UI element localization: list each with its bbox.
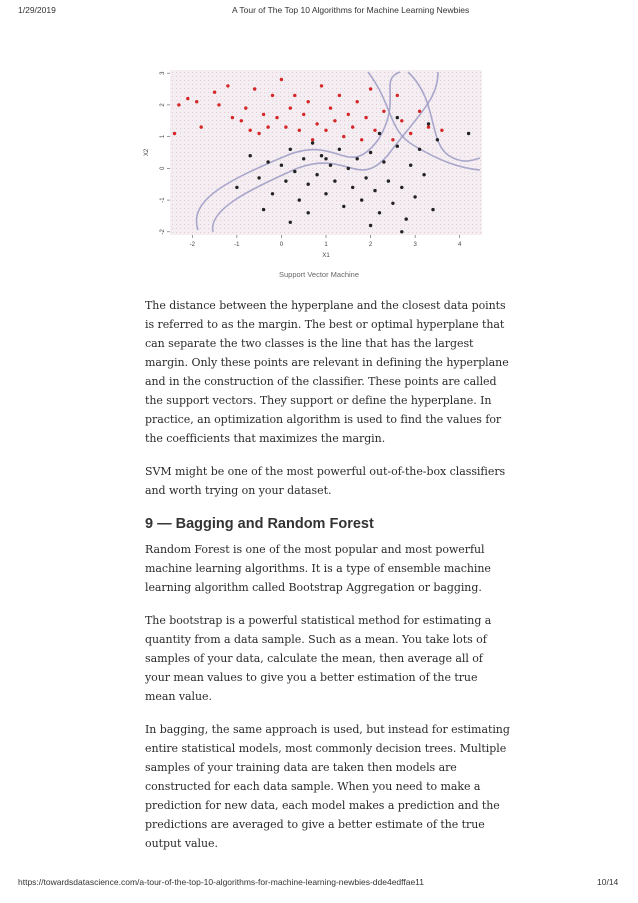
red-point — [217, 103, 220, 106]
red-point — [440, 129, 443, 132]
red-point — [275, 116, 278, 119]
red-point — [253, 87, 256, 90]
y-axis-label: X2 — [144, 148, 150, 157]
black-point — [338, 148, 341, 151]
red-point — [257, 132, 260, 135]
red-point — [200, 125, 203, 128]
y-tick-label: -2 — [160, 229, 166, 235]
black-point — [396, 116, 399, 119]
red-point — [396, 94, 399, 97]
paragraph: The distance between the hyperplane and the closest data points is referred to as the margin. The best or optimal hyperplane that can separate the two classes is the line that has the largest margin. Only these points are relevant in defining the hyperplane and in the construction of the classifier. These points are called the support vectors. They support or define the hyperplane. In practice, an optimization algorithm is used to find the values for the coefficients that maximizes the margin. — [145, 299, 509, 445]
black-point — [378, 132, 381, 135]
red-point — [409, 132, 412, 135]
black-point — [298, 198, 301, 201]
article-body — [145, 296, 510, 867]
red-point — [427, 125, 430, 128]
black-point — [320, 154, 323, 157]
black-point — [342, 205, 345, 208]
red-point — [360, 138, 363, 141]
black-point — [369, 151, 372, 154]
black-point — [262, 208, 265, 211]
red-point — [289, 106, 292, 109]
x-tick-label: 1 — [324, 242, 328, 248]
x-tick-label: 4 — [458, 242, 462, 248]
red-point — [302, 113, 305, 116]
x-tick-label: -1 — [234, 242, 240, 248]
svm-scatter-chart — [138, 60, 488, 265]
print-url[interactable]: https://towardsdatascience.com/a-tour-of-the-top-10-algorithms-for-machine-learning-newbies-dde4edffae11 — [18, 877, 425, 887]
red-point — [391, 138, 394, 141]
x-tick-label: 3 — [413, 242, 417, 248]
black-point — [378, 211, 381, 214]
black-point — [347, 167, 350, 170]
red-point — [231, 116, 234, 119]
red-point — [418, 110, 421, 113]
paragraph: The bootstrap is a powerful statistical method for estimating a quantity from a data sample. Such as a mean. You take lots of samples of your data, calculate the mean, then average all of your mean values to give you a better estimation of the true mean value. — [145, 614, 492, 703]
black-point — [360, 198, 363, 201]
black-point — [307, 211, 310, 214]
red-point — [177, 103, 180, 106]
black-point — [311, 141, 314, 144]
red-point — [213, 91, 216, 94]
red-point — [186, 97, 189, 100]
black-point — [271, 192, 274, 195]
black-point — [257, 176, 260, 179]
black-point — [302, 157, 305, 160]
red-point — [400, 119, 403, 122]
black-point — [409, 164, 412, 167]
black-point — [369, 224, 372, 227]
black-point — [235, 186, 238, 189]
red-point — [324, 129, 327, 132]
black-point — [307, 183, 310, 186]
red-point — [262, 113, 265, 116]
red-point — [356, 100, 359, 103]
black-point — [391, 202, 394, 205]
red-point — [266, 125, 269, 128]
red-point — [195, 100, 198, 103]
red-point — [320, 84, 323, 87]
page-number: 10/14 — [597, 877, 619, 887]
black-point — [289, 148, 292, 151]
red-point — [249, 129, 252, 132]
red-point — [329, 106, 332, 109]
red-point — [244, 106, 247, 109]
paragraph: In bagging, the same approach is used, but instead for estimating entire statistical models, most commonly decision trees. Multiple samples of your training data are taken then models are constructed for each data sample. When you need to make a prediction for new data, each model makes a prediction and the predictions are averaged to give a better estimate of the true output value. — [145, 723, 510, 850]
red-point — [333, 119, 336, 122]
paragraph: SVM might be one of the most powerful out-of-the-box classifiers and worth trying on your dataset. — [145, 465, 506, 497]
figure-caption: Support Vector Machine — [278, 270, 360, 279]
print-date: 1/29/2019 — [18, 5, 56, 15]
black-point — [324, 192, 327, 195]
black-point — [324, 157, 327, 160]
red-point — [351, 125, 354, 128]
black-point — [431, 208, 434, 211]
x-axis-label: X1 — [322, 253, 330, 259]
x-tick-label: 2 — [368, 242, 373, 248]
red-point — [364, 116, 367, 119]
black-point — [351, 186, 354, 189]
black-point — [405, 217, 408, 220]
black-point — [400, 186, 403, 189]
red-point — [293, 94, 296, 97]
red-point — [369, 87, 372, 90]
black-point — [400, 230, 403, 233]
section-heading: 9 — Bagging and Random Forest — [145, 516, 374, 532]
black-point — [436, 138, 439, 141]
red-point — [226, 84, 229, 87]
black-point — [249, 154, 252, 157]
red-point — [298, 129, 301, 132]
black-point — [467, 132, 470, 135]
black-point — [373, 189, 376, 192]
black-point — [284, 179, 287, 182]
red-point — [307, 100, 310, 103]
black-point — [280, 164, 283, 167]
paragraph: Random Forest is one of the most popular and most powerful machine learning algorithms. It is a type of ensemble machine learning algorithm called Bootstrap Aggregation or bagging. — [145, 543, 491, 594]
red-point — [342, 135, 345, 138]
black-point — [289, 221, 292, 224]
red-point — [173, 132, 176, 135]
black-point — [418, 148, 421, 151]
black-point — [266, 160, 269, 163]
black-point — [356, 157, 359, 160]
y-tick-label: 0 — [160, 166, 166, 171]
red-point — [315, 122, 318, 125]
black-point — [422, 173, 425, 176]
x-tick-label: 0 — [279, 242, 284, 248]
red-point — [347, 113, 350, 116]
black-point — [382, 160, 385, 163]
red-point — [284, 125, 287, 128]
y-tick-label: 1 — [160, 134, 166, 139]
red-point — [338, 94, 341, 97]
black-point — [427, 122, 430, 125]
black-point — [396, 145, 399, 148]
red-point — [382, 110, 385, 113]
black-point — [364, 176, 367, 179]
black-point — [333, 179, 336, 182]
y-tick-label: -1 — [160, 197, 166, 203]
black-point — [387, 179, 390, 182]
black-point — [293, 170, 296, 173]
red-point — [280, 78, 283, 81]
y-tick-label: 3 — [160, 71, 166, 75]
black-point — [315, 173, 318, 176]
red-point — [373, 129, 376, 132]
y-tick-label: 2 — [160, 103, 166, 107]
black-point — [413, 195, 416, 198]
print-title: A Tour of The Top 10 Algorithms for Machine Learning Newbies — [232, 5, 470, 15]
black-point — [329, 164, 332, 167]
red-point — [311, 138, 314, 141]
red-point — [240, 119, 243, 122]
x-tick-label: -2 — [189, 242, 195, 248]
red-point — [271, 94, 274, 97]
